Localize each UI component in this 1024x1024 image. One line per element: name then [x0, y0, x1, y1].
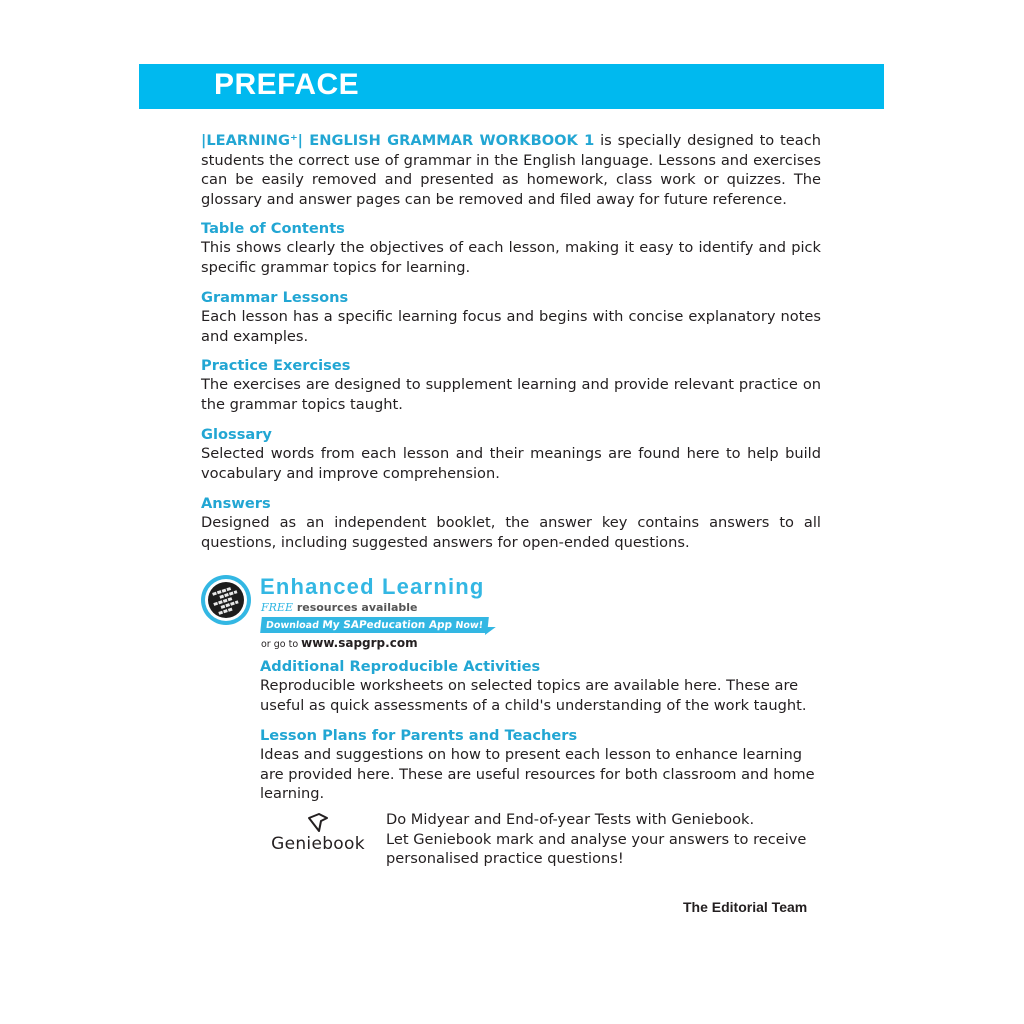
download-app-name: My SAPeducation App [321, 619, 453, 631]
website-link[interactable]: www.sapgrp.com [301, 636, 418, 650]
geniebook-line-1: Do Midyear and End-of-year Tests with Geniebook. [386, 811, 755, 828]
geniebook-lamp-icon [306, 812, 330, 834]
intro-text: is specially designed to teach students the correct use of grammar in the English language. Lessons and exercises can be easily removed and presented as homework, class work or quizzes. The glossary and answer pages can be removed and filed away for future reference. [201, 132, 821, 208]
enhanced-learning-logo-icon [200, 574, 252, 626]
download-post: Now! [451, 620, 484, 631]
geniebook-line-2: Let Geniebook mark and analyse your answers to receive personalised practice questions! [386, 830, 807, 867]
section-text: Designed as an independent booklet, the answer key contains answers to all questions, including suggested answers for open-ended questions. [201, 514, 821, 551]
subsection-heading: Additional Reproducible Activities [260, 658, 541, 675]
section-glossary [201, 425, 821, 483]
subsection-text: Reproducible worksheets on selected topics are available here. These are useful as quick assessments of a child's understanding of the work taught. [260, 677, 807, 714]
free-rest: resources available [292, 601, 418, 614]
speech-tail [485, 627, 496, 635]
book-title: |LEARNING⁺| ENGLISH GRAMMAR WORKBOOK 1 [201, 132, 595, 149]
geniebook-wordmark: Geniebook [271, 834, 365, 854]
section-heading: Practice Exercises [201, 357, 351, 374]
website-line [261, 636, 418, 650]
section-grammar-lessons [201, 288, 821, 346]
free-word: FREE [261, 601, 293, 614]
preface-banner [139, 64, 884, 109]
subsection-reproducible-activities [260, 657, 822, 715]
section-text: The exercises are designed to supplement learning and provide relevant practice on the grammar topics taught. [201, 376, 821, 413]
editorial-signature: The Editorial Team [683, 899, 808, 915]
geniebook-logo [262, 812, 374, 854]
section-answers [201, 494, 821, 552]
section-practice-exercises [201, 356, 821, 414]
download-pre: Download [265, 620, 323, 631]
download-app-banner[interactable] [260, 617, 489, 633]
section-text: This shows clearly the objectives of each lesson, making it easy to identify and pick specific grammar topics for learning. [201, 239, 821, 276]
page-title: PREFACE [214, 68, 360, 101]
free-resources-label [261, 601, 418, 614]
subsection-heading: Lesson Plans for Parents and Teachers [260, 727, 578, 744]
section-heading: Answers [201, 495, 271, 512]
enhanced-learning-title: Enhanced Learning [260, 574, 485, 599]
goto-pre: or go to [261, 639, 302, 650]
section-heading: Grammar Lessons [201, 289, 349, 306]
section-text: Selected words from each lesson and their meanings are found here to help build vocabulary and improve comprehension. [201, 445, 821, 482]
section-table-of-contents [201, 219, 821, 277]
section-text: Each lesson has a specific learning focus and begins with concise explanatory notes and examples. [201, 308, 821, 345]
geniebook-promo-text [386, 810, 826, 869]
subsection-text: Ideas and suggestions on how to present each lesson to enhance learning are provided here. These are useful resources for both classroom and home learning. [260, 746, 815, 802]
section-heading: Table of Contents [201, 220, 345, 237]
intro-paragraph [201, 131, 821, 209]
section-heading: Glossary [201, 426, 272, 443]
subsection-lesson-plans [260, 726, 822, 804]
